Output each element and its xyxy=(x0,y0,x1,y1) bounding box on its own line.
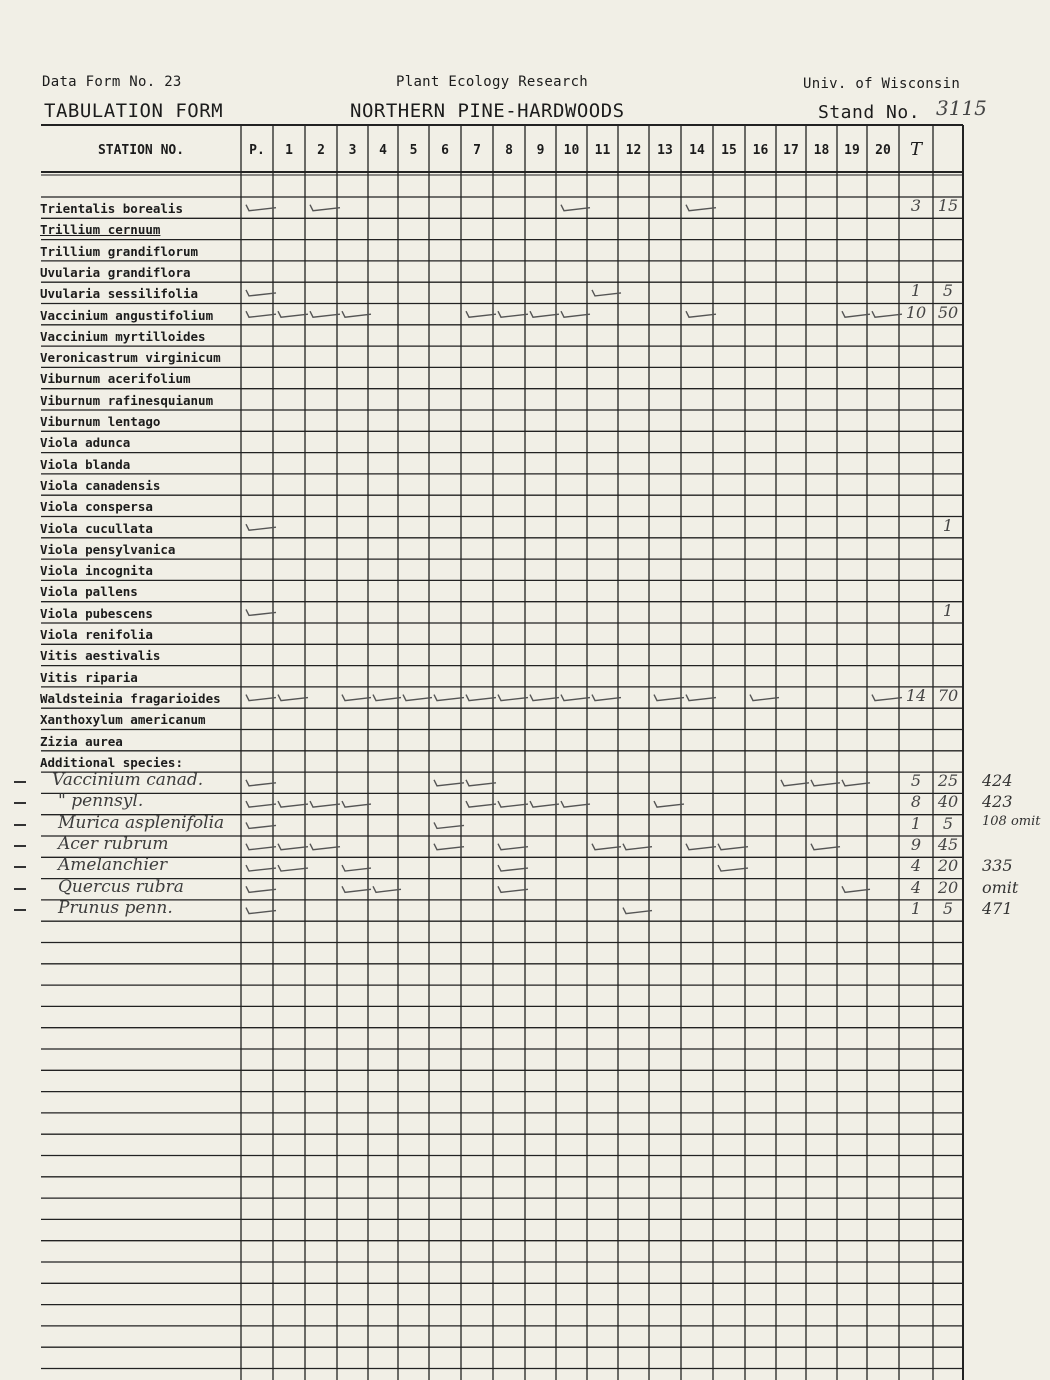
frequency-value: 20 xyxy=(937,877,959,897)
check-mark xyxy=(342,311,371,317)
check-mark xyxy=(686,844,716,850)
species-code-note: 424 xyxy=(982,771,1013,791)
check-mark xyxy=(342,695,371,701)
station-header: STATION NO. xyxy=(97,143,185,158)
total-count: 4 xyxy=(910,877,922,897)
column-header-14: 14 xyxy=(689,143,705,158)
check-mark xyxy=(246,908,276,914)
species-code-note: 108 omit xyxy=(982,813,1041,829)
species-code-note: 335 xyxy=(982,856,1013,876)
check-mark xyxy=(278,865,308,871)
frequency-value: 5 xyxy=(942,898,954,918)
check-mark xyxy=(310,844,340,850)
frequency-value: 15 xyxy=(937,196,959,215)
check-mark xyxy=(498,801,528,807)
check-mark xyxy=(561,311,590,317)
column-header-16: 16 xyxy=(752,143,769,158)
total-count: 8 xyxy=(910,792,922,812)
frequency-value: 5 xyxy=(942,281,954,301)
check-mark xyxy=(246,524,276,530)
total-count: 1 xyxy=(910,813,922,833)
additional-species-name: " pennsyl. xyxy=(58,791,144,812)
column-header-5: 5 xyxy=(409,143,418,158)
check-mark xyxy=(872,311,902,317)
check-mark xyxy=(718,844,748,850)
species-name: Viola incognita xyxy=(40,563,153,579)
stand-value: 3115 xyxy=(936,96,987,120)
check-mark xyxy=(592,290,621,296)
check-mark xyxy=(498,886,528,892)
additional-species-name: Prunus penn. xyxy=(58,897,173,918)
check-mark xyxy=(403,695,432,701)
check-mark xyxy=(246,311,276,317)
species-name: Trillium cernuum xyxy=(40,222,161,238)
check-mark xyxy=(278,844,308,850)
species-name: Viola renifolia xyxy=(40,627,153,642)
check-mark xyxy=(654,695,684,701)
column-header-13: 13 xyxy=(657,143,673,158)
frequency-value: 50 xyxy=(937,302,959,322)
frequency-value: 5 xyxy=(942,813,954,833)
species-name: Viola blanda xyxy=(40,456,131,472)
additional-species-name: Acer rubrum xyxy=(58,834,169,854)
check-mark xyxy=(246,822,276,828)
form-number: Data Form No. 23 xyxy=(42,74,182,90)
check-mark xyxy=(373,886,401,892)
check-mark xyxy=(498,844,528,850)
check-mark xyxy=(246,695,276,701)
frequency-value: 1 xyxy=(942,600,954,620)
check-mark xyxy=(246,290,276,296)
species-name: Vaccinium angustifolium xyxy=(40,307,214,323)
column-header-7: 7 xyxy=(473,143,481,158)
species-name: Viola canadensis xyxy=(40,477,161,493)
species-code-note: 423 xyxy=(982,792,1013,812)
check-mark xyxy=(842,886,870,892)
species-name: Viola cucullata xyxy=(40,520,153,536)
species-name: Veronicastrum virginicum xyxy=(40,350,221,366)
check-mark xyxy=(310,801,340,807)
additional-species-name: Vaccinium canad. xyxy=(52,770,204,791)
species-name: Zizia aurea xyxy=(40,733,123,749)
total-count: 1 xyxy=(910,281,922,301)
margin-dash xyxy=(14,909,26,911)
species-name: Viburnum rafinesquianum xyxy=(40,392,214,408)
check-mark xyxy=(811,780,840,786)
column-header-6: 6 xyxy=(441,143,449,158)
check-mark xyxy=(466,311,496,317)
column-header-2: 2 xyxy=(317,143,325,158)
frequency-value: 70 xyxy=(937,685,959,705)
check-mark xyxy=(530,801,559,807)
species-name: Viola pallens xyxy=(40,584,138,600)
check-mark xyxy=(310,205,340,211)
frequency-value: 45 xyxy=(937,835,959,854)
check-mark xyxy=(466,695,496,701)
check-mark xyxy=(592,695,621,701)
check-mark xyxy=(434,844,464,850)
check-mark xyxy=(434,780,464,786)
column-header-8: 8 xyxy=(505,143,513,158)
column-header-19: 19 xyxy=(844,143,860,158)
additional-species-name: Amelanchier xyxy=(58,855,168,876)
check-mark xyxy=(310,311,340,317)
form-title: TABULATION FORM xyxy=(44,100,224,122)
check-mark xyxy=(246,205,276,211)
check-mark xyxy=(246,801,276,807)
check-mark xyxy=(811,844,840,850)
margin-dash xyxy=(14,824,26,826)
check-mark xyxy=(592,844,621,850)
university: Univ. of Wisconsin xyxy=(803,76,961,92)
check-mark xyxy=(434,695,464,701)
stand-label: Stand No. xyxy=(818,102,921,123)
check-mark xyxy=(686,205,716,211)
column-header-1: 1 xyxy=(285,143,293,158)
check-mark xyxy=(686,695,716,701)
frequency-value: 25 xyxy=(937,771,959,791)
check-mark xyxy=(530,695,559,701)
check-mark xyxy=(278,311,308,317)
total-count: 14 xyxy=(905,685,927,705)
check-mark xyxy=(246,886,276,892)
species-name: Viola conspersa xyxy=(40,499,153,515)
margin-dash xyxy=(14,888,26,890)
check-mark xyxy=(342,886,371,892)
column-header-11: 11 xyxy=(594,143,611,158)
additional-species-name: Murica asplenifolia xyxy=(58,812,225,833)
check-mark xyxy=(466,780,496,786)
check-mark xyxy=(466,801,496,807)
column-header-9: 9 xyxy=(536,143,545,158)
species-name: Vaccinium myrtilloides xyxy=(40,328,206,344)
total-count: 9 xyxy=(910,835,922,854)
total-count: 10 xyxy=(905,302,927,322)
check-mark xyxy=(654,801,684,807)
check-mark xyxy=(434,822,464,828)
species-name: Uvularia sessilifolia xyxy=(40,286,199,302)
check-mark xyxy=(750,695,779,701)
column-header-15: 15 xyxy=(721,143,737,158)
species-name: Viola pubescens xyxy=(40,605,153,621)
check-mark xyxy=(623,908,652,914)
community-title: NORTHERN PINE-HARDWOODS xyxy=(350,100,625,122)
species-name: Vitis aestivalis xyxy=(40,648,161,664)
check-mark xyxy=(498,311,528,317)
column-header-12: 12 xyxy=(625,143,642,158)
species-code-note: 471 xyxy=(982,898,1013,918)
check-mark xyxy=(246,780,276,786)
check-mark xyxy=(561,695,590,701)
species-code-note: omit xyxy=(982,877,1019,897)
additional-species-label: Additional species: xyxy=(40,754,183,770)
check-mark xyxy=(498,865,528,871)
species-name: Viola pensylvanica xyxy=(40,541,176,557)
check-mark xyxy=(342,801,371,807)
check-mark xyxy=(530,311,559,317)
check-mark xyxy=(498,695,528,701)
check-mark xyxy=(842,780,870,786)
check-mark xyxy=(842,311,870,317)
frequency-value: 40 xyxy=(937,792,959,812)
column-header-10: 10 xyxy=(563,143,580,158)
check-mark xyxy=(686,311,716,317)
frequency-value: 20 xyxy=(937,856,959,876)
species-name: Uvularia grandiflora xyxy=(40,264,191,280)
margin-dash xyxy=(14,845,26,847)
additional-species-name: Quercus rubra xyxy=(58,876,184,897)
total-count: 5 xyxy=(910,771,922,791)
species-name: Trientalis borealis xyxy=(40,201,183,216)
species-name: Xanthoxylum americanum xyxy=(40,712,206,728)
species-name: Vitis riparia xyxy=(40,669,138,685)
margin-dash xyxy=(14,802,26,804)
check-mark xyxy=(246,609,276,615)
check-mark xyxy=(278,801,308,807)
organization: Plant Ecology Research xyxy=(396,74,589,90)
column-header-P.: P. xyxy=(249,143,265,158)
check-mark xyxy=(278,695,308,701)
column-header-20: 20 xyxy=(875,143,891,158)
check-mark xyxy=(718,865,748,871)
check-mark xyxy=(246,865,276,871)
check-mark xyxy=(561,801,590,807)
species-name: Trillium grandiflorum xyxy=(40,243,199,259)
species-name: Viburnum acerifolium xyxy=(40,371,191,387)
species-name: Waldsteinia fragarioides xyxy=(40,690,221,706)
check-mark xyxy=(623,844,652,850)
total-count: 1 xyxy=(910,898,922,918)
check-mark xyxy=(342,865,371,871)
total-count: 3 xyxy=(910,196,922,215)
species-name: Viola adunca xyxy=(40,435,131,451)
check-mark xyxy=(373,695,401,701)
check-mark xyxy=(781,780,809,786)
check-mark xyxy=(872,695,902,701)
check-mark xyxy=(561,205,590,211)
total-count: 4 xyxy=(910,856,922,876)
check-mark xyxy=(246,844,276,850)
column-header-3: 3 xyxy=(348,143,357,158)
frequency-value: 1 xyxy=(942,515,954,535)
margin-dash xyxy=(14,781,26,783)
column-header-T: T xyxy=(909,139,922,160)
column-header-17: 17 xyxy=(783,143,799,158)
margin-dash xyxy=(14,866,26,868)
column-header-4: 4 xyxy=(379,143,387,158)
species-name: Viburnum lentago xyxy=(40,414,161,429)
column-header-18: 18 xyxy=(813,143,830,158)
